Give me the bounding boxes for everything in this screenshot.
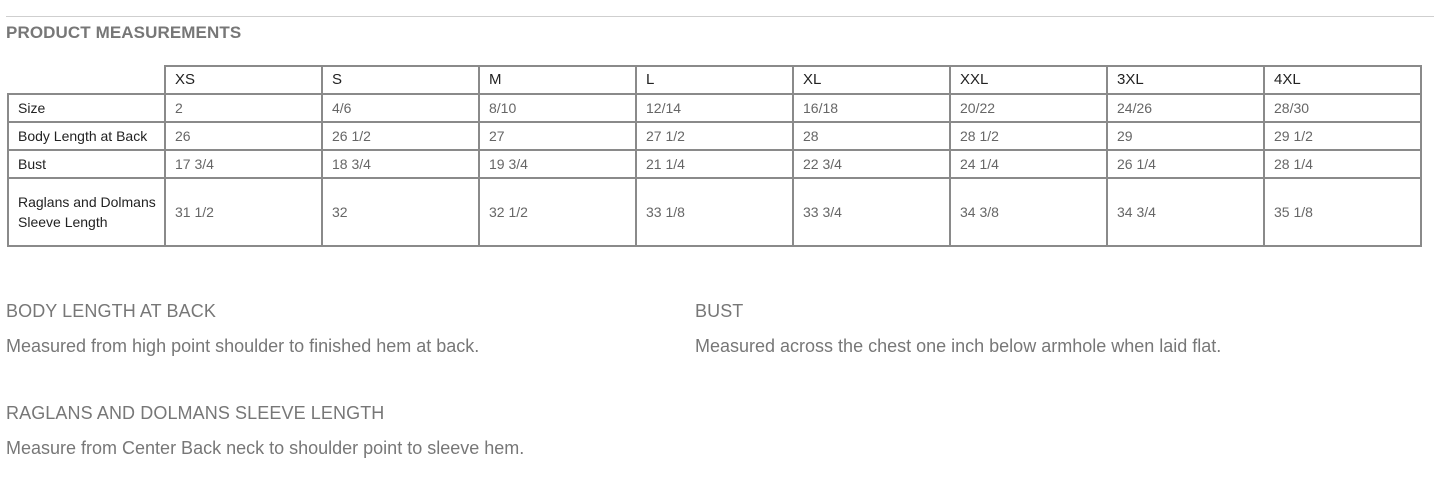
table-cell: 2 — [165, 94, 322, 122]
table-cell: 28 1/2 — [950, 122, 1107, 150]
section-title: PRODUCT MEASUREMENTS — [6, 23, 242, 42]
header-size-xs: XS — [165, 66, 322, 94]
header-size-m: M — [479, 66, 636, 94]
table-cell: 8/10 — [479, 94, 636, 122]
table-cell: 4/6 — [322, 94, 479, 122]
header-corner-cell — [8, 66, 165, 94]
table-cell: 18 3/4 — [322, 150, 479, 178]
sleeve-length-description — [6, 403, 524, 459]
table-cell: 34 3/8 — [950, 178, 1107, 246]
measurements-table — [7, 65, 1422, 247]
table-cell: 24 1/4 — [950, 150, 1107, 178]
table-cell: 26 1/2 — [322, 122, 479, 150]
header-size-l: L — [636, 66, 793, 94]
table-cell: 12/14 — [636, 94, 793, 122]
table-cell: 17 3/4 — [165, 150, 322, 178]
table-cell: 26 — [165, 122, 322, 150]
table-cell: 33 1/8 — [636, 178, 793, 246]
table-cell: 19 3/4 — [479, 150, 636, 178]
sleeve-length-heading: RAGLANS AND DOLMANS SLEEVE LENGTH — [6, 403, 385, 423]
row-label: Bust — [8, 150, 165, 178]
body-length-description — [6, 301, 479, 357]
table-row — [8, 178, 1421, 246]
table-cell: 33 3/4 — [793, 178, 950, 246]
bust-heading: BUST — [695, 301, 744, 321]
table-cell: 22 3/4 — [793, 150, 950, 178]
header-size-3xl: 3XL — [1107, 66, 1264, 94]
table-cell: 35 1/8 — [1264, 178, 1421, 246]
bust-description — [695, 301, 1221, 357]
row-label: Size — [8, 94, 165, 122]
table-cell: 34 3/4 — [1107, 178, 1264, 246]
body-length-heading: BODY LENGTH AT BACK — [6, 301, 216, 321]
table-cell: 27 — [479, 122, 636, 150]
top-divider — [6, 16, 1434, 17]
table-cell: 31 1/2 — [165, 178, 322, 246]
row-label: Body Length at Back — [8, 122, 165, 150]
table-cell: 32 — [322, 178, 479, 246]
table-header-row — [8, 66, 1421, 94]
table-cell: 28 1/4 — [1264, 150, 1421, 178]
header-size-xl: XL — [793, 66, 950, 94]
bust-text: Measured across the chest one inch below armhole when laid flat. — [695, 336, 1222, 356]
table-row — [8, 122, 1421, 150]
table-cell: 24/26 — [1107, 94, 1264, 122]
table-cell: 28 — [793, 122, 950, 150]
table-cell: 26 1/4 — [1107, 150, 1264, 178]
table-cell: 32 1/2 — [479, 178, 636, 246]
table-cell: 27 1/2 — [636, 122, 793, 150]
table-cell: 20/22 — [950, 94, 1107, 122]
table-cell: 16/18 — [793, 94, 950, 122]
table-cell: 28/30 — [1264, 94, 1421, 122]
body-length-text: Measured from high point shoulder to finished hem at back. — [6, 336, 480, 356]
table-cell: 21 1/4 — [636, 150, 793, 178]
row-label: Raglans and Dolmans Sleeve Length — [8, 178, 165, 246]
table-cell: 29 1/2 — [1264, 122, 1421, 150]
table-cell: 29 — [1107, 122, 1264, 150]
header-size-4xl: 4XL — [1264, 66, 1421, 94]
table-row — [8, 150, 1421, 178]
table-row — [8, 94, 1421, 122]
sleeve-length-text: Measure from Center Back neck to shoulder point to sleeve hem. — [6, 438, 525, 458]
header-size-s: S — [322, 66, 479, 94]
header-size-xxl: XXL — [950, 66, 1107, 94]
